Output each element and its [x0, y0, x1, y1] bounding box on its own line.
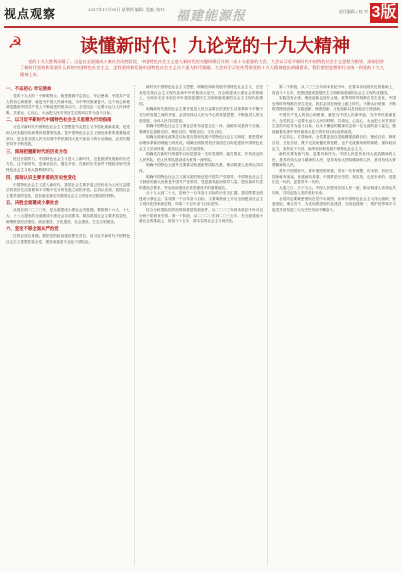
body-paragraph: 中国特色社会主义进入新时代，我国社会主要矛盾已经转化为人民日益增长的美好生活需要和不平衡不充分的发展之间的矛盾。必须认识到，我国社会主要矛盾的变化，没有改变我们对我国社会主义所处历史阶段的判断。	[6, 182, 130, 198]
edition-meta: 责任编辑 / 校 对	[338, 9, 368, 14]
article-column-2	[139, 85, 263, 225]
body-paragraph: 经过长期努力，中国特色社会主义进入了新时代，这是我国发展新的历史方位。这个新时代，是承前启后、继往开来、在新的历史条件下继续夺取中国特色社会主义伟大胜利的时代。	[6, 156, 130, 172]
headline-band	[4, 30, 398, 56]
body-paragraph: 习近平新时代中国特色社会主义思想是马克思主义中国化最新成果，是党和人民实践经验和集体智慧的结晶，是中国特色社会主义理论体系的重要组成部分，是全党全国人民为实现中华民族伟大复兴而奋斗的行动指南，必须长期坚持并不断发展。	[6, 125, 130, 147]
body-paragraph: 全党同志要紧密团结在党中央周围，高举中国特色社会主义伟大旗帜，锐意进取，埋头苦干，为实现推进现代化建设、完成祖国统一、维护世界和平与促进共同发展三大历史任务而不懈奋斗。	[272, 196, 396, 213]
body-paragraph: 从十九大到二十大，是两个一百年奋斗目标的历史交汇期。我们既要全面建成小康社会、实现第一个百年奋斗目标，又要乘势而上开启全面建设社会主义现代化国家新征程，向第二个百年奋斗目标进军。	[139, 191, 263, 207]
paper-name-logo: 福建能源报	[176, 9, 247, 24]
body-paragraph: 打铁必须自身硬。要把党的政治建设摆在首位，用习近平新时代中国特色社会主义思想武装全党，建设高素质专业化干部队伍。	[6, 234, 130, 244]
body-paragraph: 新时代要有新气象，更要有新作为。中国人民是具有伟大创造精神的人民，是具有伟大奋斗精神的人民，是具有伟大团结精神的人民，是具有伟大梦想精神的人民。	[272, 152, 396, 168]
lead-paragraph: 党的十九大胜利闭幕了。这是在全面建成小康社会决胜阶段、中国特色社会主义进入新时代的关键时期召开的一次十分重要的大会。大会以习近平新时代中国特色社会主义思想为指导，深刻回答了新时代坚持和发展什么样的中国特色社会主义、怎样坚持和发展中国特色社会主义这个重大时代课题。大会对学习宣传贯彻党的十九大精神提出明确要求，我们要把思想和行动统一到党的十九大精神上来。	[20, 59, 384, 77]
column-title: 视点观察	[4, 7, 57, 21]
body-paragraph: 明确新时代我国社会主要矛盾是人民日益增长的美好生活需要和不平衡不充分的发展之间的矛盾，必须坚持以人民为中心的发展思想，不断促进人的全面发展、全体人民共同富裕。	[139, 107, 263, 123]
masthead	[4, 4, 398, 28]
body-paragraph: 明确党在新时代的强军目标是建设一支听党指挥、能打胜仗、作风优良的人民军队，把人民军队建设成为世界一流军队。	[139, 152, 263, 162]
issue-info: 2017年11月30日 星期四 编辑: 美编: 校对:	[88, 7, 166, 12]
body-paragraph: 青年兴则国家兴，青年强则国家强。青年一代有理想、有本领、有担当，国家就有前途，民族就有希望。中国梦是历史的、现实的，也是未来的；是我们这一代的，更是青年一代的。	[272, 168, 396, 185]
body-paragraph: 实践没有止境，理论创新也没有止境。世界每时每刻都在发生变化，中国也每时每刻都在发生变化，我们必须在理论上跟上时代，不断认识规律，不断推进理论创新、实践创新、制度创新、文化创新以及其他各方面创新。	[272, 96, 396, 112]
column-divider	[134, 85, 135, 565]
body-paragraph: 第二个阶段，从二〇三五年到本世纪中叶，在基本实现现代化的基础上，再奋斗十五年，把我国建成富强民主文明和谐美丽的社会主义现代化强国。	[272, 85, 396, 95]
article-column-3	[272, 85, 396, 214]
section-heading: 三、深刻把握新时代的历史方位	[6, 149, 68, 155]
edition-number: 3版	[371, 4, 397, 21]
body-paragraph: 明确全面深化改革总目标是完善和发展中国特色社会主义制度、推进国家治理体系和治理能力现代化。明确全面推进依法治国总目标是建设中国特色社会主义法治体系、建设社会主义法治国家。	[139, 135, 263, 151]
body-paragraph: 大道之行，天下为公。中国人民愿同各国人民一道，推动构建人类命运共同体，共同创造人类的美好未来。	[272, 185, 396, 196]
section-heading: 二、以习近平新时代中国特色社会主义思想为行动指南	[6, 118, 112, 124]
article-column-1	[6, 85, 130, 245]
section-heading: 五、决胜全面建成小康社会	[6, 201, 59, 207]
body-paragraph: 综合分析国际国内形势和我国发展条件，从二〇二〇年到本世纪中叶可以分两个阶段来安排。第一个阶段，从二〇二〇年到二〇三五年，在全面建成小康社会的基础上，再奋斗十五年，基本实现社会主义现代化。	[139, 208, 263, 224]
column-divider	[267, 85, 268, 565]
body-paragraph: 新时代中国特色社会主义思想，明确坚持和发展中国特色社会主义，总任务是实现社会主义现代化和中华民族伟大复兴，在全面建成小康社会的基础上，分两步走在本世纪中叶建成富强民主文明和谐美丽的社会主义现代化强国。	[139, 85, 263, 106]
party-emblem-icon: ☭	[7, 33, 23, 52]
body-paragraph: 明确中国特色社会主义最本质的特征是中国共产党领导，中国特色社会主义制度的最大优势是中国共产党领导，党是最高政治领导力量，提出新时代党的建设总要求，突出政治建设在党的建设中的重要地位。	[139, 174, 263, 190]
body-paragraph: 明确中国特色大国外交要推动构建新型国际关系，推动构建人类命运共同体。	[139, 163, 263, 173]
body-paragraph: 明确中国特色社会主义事业总体布局是五位一体、战略布局是四个全面，强调坚定道路自信、理论自信、制度自信、文化自信。	[139, 124, 263, 134]
headline: 读懂新时代！九论党的十九大精神	[80, 36, 350, 57]
section-heading: 四、深刻认识主要矛盾的历史性变化	[6, 175, 77, 181]
body-paragraph: 从现在到二〇二〇年，是全面建成小康社会决胜期。要按照十六大、十七大、十八大提出的全面建成小康社会各项要求，紧扣我国社会主要矛盾变化，统筹推进经济建设、政治建设、文化建设、社会建设、生态文明建设。	[6, 208, 130, 224]
body-paragraph: 党的十九大的一个鲜明特点，就是强调不忘初心、牢记使命。中国共产党人的初心和使命，就是为中国人民谋幸福，为中华民族谋复兴。这个初心和使命是激励中国共产党人不断前进的根本动力。全党同志一定要永远与人民同呼吸、共命运、心连心，永远把人民对美好生活的向往作为奋斗目标。	[6, 94, 130, 115]
body-paragraph: 中国共产党人的初心和使命，就是为中国人民谋幸福，为中华民族谋复兴。全党同志一定要永远与人民同呼吸、共命运、心连心，永远把人民对美好生活的向往作为奋斗目标，以永不懈怠的精神状态和一往无前的奋斗姿态，继续朝着实现中华民族伟大复兴的宏伟目标奋勇前进。	[272, 112, 396, 134]
section-heading: 一、不忘初心 牢记使命	[6, 87, 52, 92]
section-heading: 六、坚定不移全面从严治党	[6, 227, 59, 233]
edition-box	[314, 4, 398, 22]
body-paragraph: 不忘初心，方得始终。全党要更加自觉地增强道路自信、理论自信、制度自信、文化自信，既不走封闭僵化的老路，也不走改旗易帜的邪路，保持政治定力，坚持实干兴邦，始终坚持和发展中国特色社会主义。	[272, 135, 396, 151]
